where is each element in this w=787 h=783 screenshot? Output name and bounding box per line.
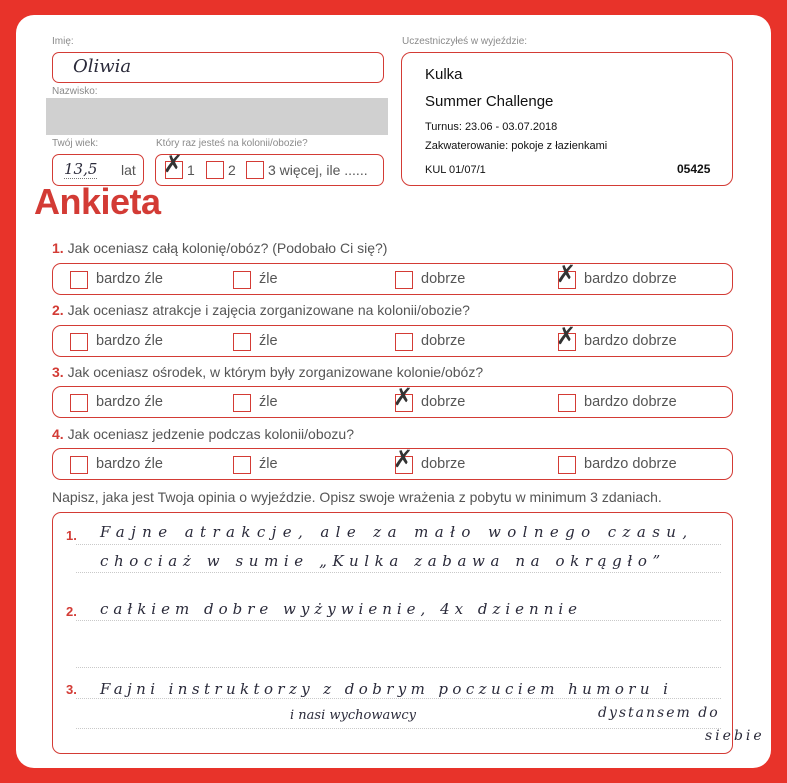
q2-option-bardzo-zle-checkbox[interactable] (70, 333, 88, 351)
q2-option-bardzo-dobrze-checkbox[interactable] (556, 322, 577, 351)
q3-option-zle-checkbox[interactable] (233, 394, 251, 412)
camp-dates: Turnus: 23.06 - 03.07.2018 (425, 121, 558, 133)
opinion-line-7: siebie (705, 728, 765, 744)
which-time-checkbox-2[interactable] (206, 161, 224, 179)
question-4-answer-row (52, 445, 733, 480)
q3-option-label: dobrze (421, 394, 466, 410)
q2-option-label: dobrze (421, 333, 466, 349)
q1-option-dobrze-checkbox[interactable] (395, 271, 413, 289)
q2-option-zle-checkbox[interactable] (233, 333, 251, 351)
name-label: Imię: (52, 36, 74, 47)
opinion-number-3: 3. (66, 682, 77, 697)
surname-redacted (46, 98, 388, 135)
age-label: Twój wiek: (52, 138, 99, 149)
writing-line (76, 572, 721, 573)
which-time-field (155, 150, 384, 186)
writing-line (76, 667, 721, 668)
q3-option-label: bardzo źle (96, 394, 163, 410)
q1-option-label: dobrze (421, 271, 466, 287)
opinion-line-5: i nasi wychowawcy (290, 708, 416, 723)
surname-label: Nazwisko: (52, 86, 98, 97)
check-mark-icon: ✗ (556, 322, 577, 350)
q3-option-bardzo-zle-checkbox[interactable] (70, 394, 88, 412)
opinion-number-1: 1. (66, 528, 77, 543)
writing-line (76, 728, 721, 729)
survey-title: Ankieta (34, 181, 161, 222)
q1-option-zle-checkbox[interactable] (233, 271, 251, 289)
camp-code: KUL 01/07/1 (425, 164, 486, 176)
which-time-label: Który raz jesteś na kolonii/obozie? (156, 138, 308, 149)
writing-line (76, 620, 721, 621)
question-1-answer-row (52, 260, 733, 295)
question-2: 2. Jak oceniasz atrakcje i zajęcia zorganizowane na kolonii/obozie? (52, 302, 470, 318)
question-3-answer-row (52, 383, 733, 418)
check-mark-icon: ✗ (393, 445, 414, 473)
check-mark-icon: ✗ (163, 150, 184, 178)
question-1: 1. Jak oceniasz całą kolonię/obóz? (Podobało Ci się?) (52, 240, 388, 256)
q4-option-label: źle (259, 456, 278, 472)
q3-option-label: bardzo dobrze (584, 394, 677, 410)
age-value: 13,5 (64, 160, 98, 178)
q3-option-dobrze-checkbox[interactable] (393, 383, 414, 412)
q2-option-dobrze-checkbox[interactable] (395, 333, 413, 351)
opinion-line-3: całkiem dobre wyżywienie, 4x dziennie (100, 600, 583, 618)
participant-card (401, 52, 733, 186)
name-value: Oliwia (73, 56, 132, 77)
q2-option-label: źle (259, 333, 278, 349)
q1-option-label: źle (259, 271, 278, 287)
q4-option-label: bardzo źle (96, 456, 163, 472)
which-time-option-1: 1 (187, 162, 195, 178)
q1-option-bardzo-dobrze-checkbox[interactable] (556, 260, 577, 289)
which-time-option-3: 3 więcej, ile ...... (268, 162, 368, 178)
form-number: 05425 (677, 162, 711, 176)
q1-option-bardzo-zle-checkbox[interactable] (70, 271, 88, 289)
opinion-line-4: Fajni instruktorzy z dobrym poczuciem humoru i (100, 680, 673, 698)
program-name: Summer Challenge (425, 93, 554, 110)
q3-option-label: źle (259, 394, 278, 410)
which-time-option-2: 2 (228, 162, 236, 178)
question-3: 3. Jak oceniasz ośrodek, w którym były zorganizowane kolonie/obóz? (52, 364, 484, 380)
q3-option-bardzo-dobrze-checkbox[interactable] (558, 394, 576, 412)
check-mark-icon: ✗ (393, 383, 414, 411)
question-4: 4. Jak oceniasz jedzenie podczas kolonii/obozu? (52, 426, 354, 442)
camp-name: Kulka (425, 66, 463, 83)
writing-line (76, 544, 721, 545)
opinion-prompt: Napisz, jaka jest Twoja opinia o wyjeździe. Opisz swoje wrażenia z pobytu w minimum 3 zdaniach. (52, 489, 662, 505)
opinion-line-1: Fajne atrakcje, ale za mało wolnego czasu, (100, 523, 694, 541)
which-time-checkbox-3[interactable] (246, 161, 264, 179)
q2-option-label: bardzo dobrze (584, 333, 677, 349)
which-time-checkbox-1[interactable] (163, 150, 184, 179)
opinion-line-6: dystansem do (598, 705, 720, 721)
q4-option-label: bardzo dobrze (584, 456, 677, 472)
opinion-line-2: chociaż w sumie „Kulka zabawa na okrągło” (100, 552, 666, 570)
age-unit: lat (121, 162, 136, 178)
q1-option-label: bardzo źle (96, 271, 163, 287)
check-mark-icon: ✗ (556, 260, 577, 288)
question-2-answer-row (52, 322, 733, 357)
q4-option-dobrze-checkbox[interactable] (393, 445, 414, 474)
q4-option-bardzo-dobrze-checkbox[interactable] (558, 456, 576, 474)
accommodation: Zakwaterowanie: pokoje z łazienkami (425, 140, 608, 152)
q2-option-label: bardzo źle (96, 333, 163, 349)
q4-option-bardzo-zle-checkbox[interactable] (70, 456, 88, 474)
q4-option-zle-checkbox[interactable] (233, 456, 251, 474)
opinion-number-2: 2. (66, 604, 77, 619)
q4-option-label: dobrze (421, 456, 466, 472)
writing-line (76, 698, 721, 699)
name-field[interactable] (52, 52, 384, 83)
participant-label: Uczestniczyłeś w wyjeździe: (402, 36, 528, 47)
q1-option-label: bardzo dobrze (584, 271, 677, 287)
